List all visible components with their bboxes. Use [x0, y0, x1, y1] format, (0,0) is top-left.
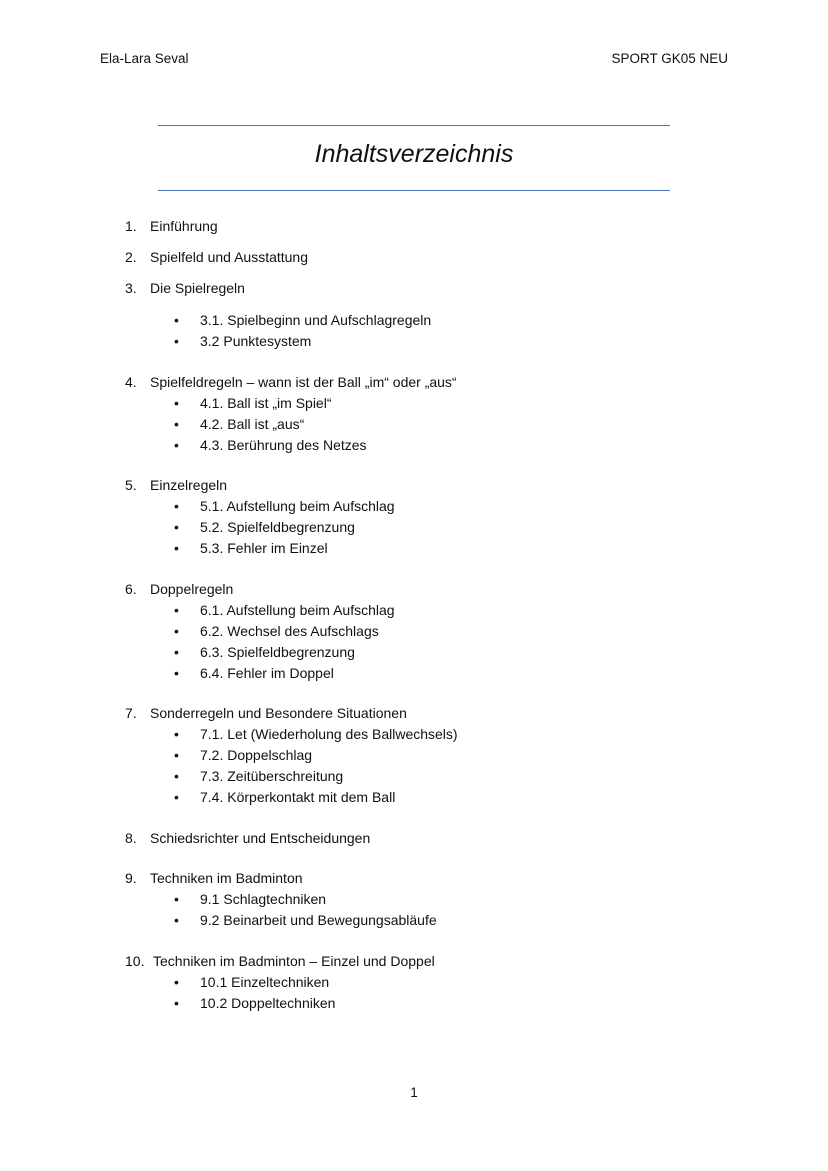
toc-subentries	[125, 393, 725, 456]
toc-subentry: • 6.3. Spielfeldbegrenzung	[125, 642, 725, 663]
toc-section	[125, 951, 725, 1014]
toc-section	[125, 247, 725, 268]
toc-section	[125, 475, 725, 559]
toc-entry-label: Einführung	[150, 218, 218, 234]
toc-section	[125, 828, 725, 849]
toc-entry-label: Schiedsrichter und Entscheidungen	[150, 829, 371, 846]
toc-subentry: • 3.1. Spielbeginn und Aufschlagregeln	[125, 310, 725, 331]
toc-subentry: • 10.2 Doppeltechniken	[125, 993, 725, 1014]
toc-subentry: • 7.4. Körperkontakt mit dem Ball	[125, 787, 725, 808]
toc-subentries	[125, 496, 725, 559]
toc-section	[125, 372, 725, 456]
toc-entry	[125, 278, 725, 299]
toc-section	[125, 579, 725, 684]
toc-entry-number: 9.	[125, 870, 137, 886]
toc-entry-label: Doppelregeln	[150, 580, 234, 597]
toc-subentry: • 6.4. Fehler im Doppel	[125, 663, 725, 684]
title-rule-top	[158, 125, 670, 126]
toc-entry-number: 4.	[125, 373, 137, 390]
header-author: Ela-Lara Seval	[100, 51, 189, 66]
header-course: SPORT GK05 NEU	[611, 51, 728, 66]
toc-section	[125, 278, 725, 352]
toc-entry-label: Techniken im Badminton	[150, 870, 303, 886]
toc-entry-number: 6.	[125, 580, 137, 597]
toc-entry-number: 5.	[125, 477, 137, 493]
toc-subentry: • 6.1. Aufstellung beim Aufschlag	[125, 600, 725, 621]
toc-subentry: • 7.1. Let (Wiederholung des Ballwechsels)	[125, 724, 725, 745]
toc-entry	[125, 579, 725, 600]
toc-subentry: • 4.2. Ball ist „aus“	[125, 414, 725, 435]
toc-entry	[125, 372, 725, 393]
toc-entry-number: 7.	[125, 705, 137, 721]
toc-subentry: • 5.2. Spielfeldbegrenzung	[125, 517, 725, 538]
title-rule-bottom	[158, 190, 670, 191]
toc-entry-label: Sonderregeln und Besondere Situationen	[150, 705, 407, 721]
toc-section	[125, 703, 725, 808]
toc-subentry: • 4.3. Berührung des Netzes	[125, 435, 725, 456]
toc-entry	[125, 216, 725, 237]
toc-subentry: • 5.3. Fehler im Einzel	[125, 538, 725, 559]
toc-entry-number: 10.	[125, 952, 145, 969]
toc-subentry: • 9.1 Schlagtechniken	[125, 889, 725, 910]
page-title: Inhaltsverzeichnis	[314, 140, 514, 168]
toc-subentry: • 4.1. Ball ist „im Spiel“	[125, 393, 725, 414]
toc-subentries	[125, 600, 725, 684]
toc-entry-number: 1.	[125, 218, 137, 234]
page-number: 1	[410, 1085, 418, 1100]
toc-section	[125, 868, 725, 931]
toc-subentry: • 7.3. Zeitüberschreitung	[125, 766, 725, 787]
toc-subentries	[125, 889, 725, 931]
toc-entry	[125, 828, 725, 849]
toc-entry-label: Einzelregeln	[150, 477, 228, 493]
toc-subentry: • 6.2. Wechsel des Aufschlags	[125, 621, 725, 642]
toc-subentry: • 10.1 Einzeltechniken	[125, 972, 725, 993]
table-of-contents	[125, 216, 725, 1014]
toc-subentries	[125, 724, 725, 808]
toc-entry-label: Spielfeldregeln – wann ist der Ball „im“ oder „aus“	[150, 373, 457, 390]
toc-entry-label: Techniken im Badminton – Einzel und Doppel	[153, 952, 435, 969]
toc-subentries	[125, 972, 725, 1014]
toc-subentries	[125, 310, 725, 352]
toc-subentry: • 3.2 Punktesystem	[125, 331, 725, 352]
toc-entry-label: Spielfeld und Ausstattung	[150, 249, 309, 265]
toc-subentry: • 7.2. Doppelschlag	[125, 745, 725, 766]
toc-entry-number: 8.	[125, 829, 137, 846]
toc-entry	[125, 868, 725, 889]
toc-entry-label: Die Spielregeln	[150, 280, 245, 296]
toc-entry-number: 3.	[125, 280, 137, 296]
toc-entry-number: 2.	[125, 249, 137, 265]
toc-entry	[125, 247, 725, 268]
toc-entry	[125, 951, 725, 972]
toc-entry	[125, 475, 725, 496]
toc-section	[125, 216, 725, 237]
toc-subentry: • 9.2 Beinarbeit und Bewegungsabläufe	[125, 910, 725, 931]
toc-subentry: • 5.1. Aufstellung beim Aufschlag	[125, 496, 725, 517]
toc-entry	[125, 703, 725, 724]
